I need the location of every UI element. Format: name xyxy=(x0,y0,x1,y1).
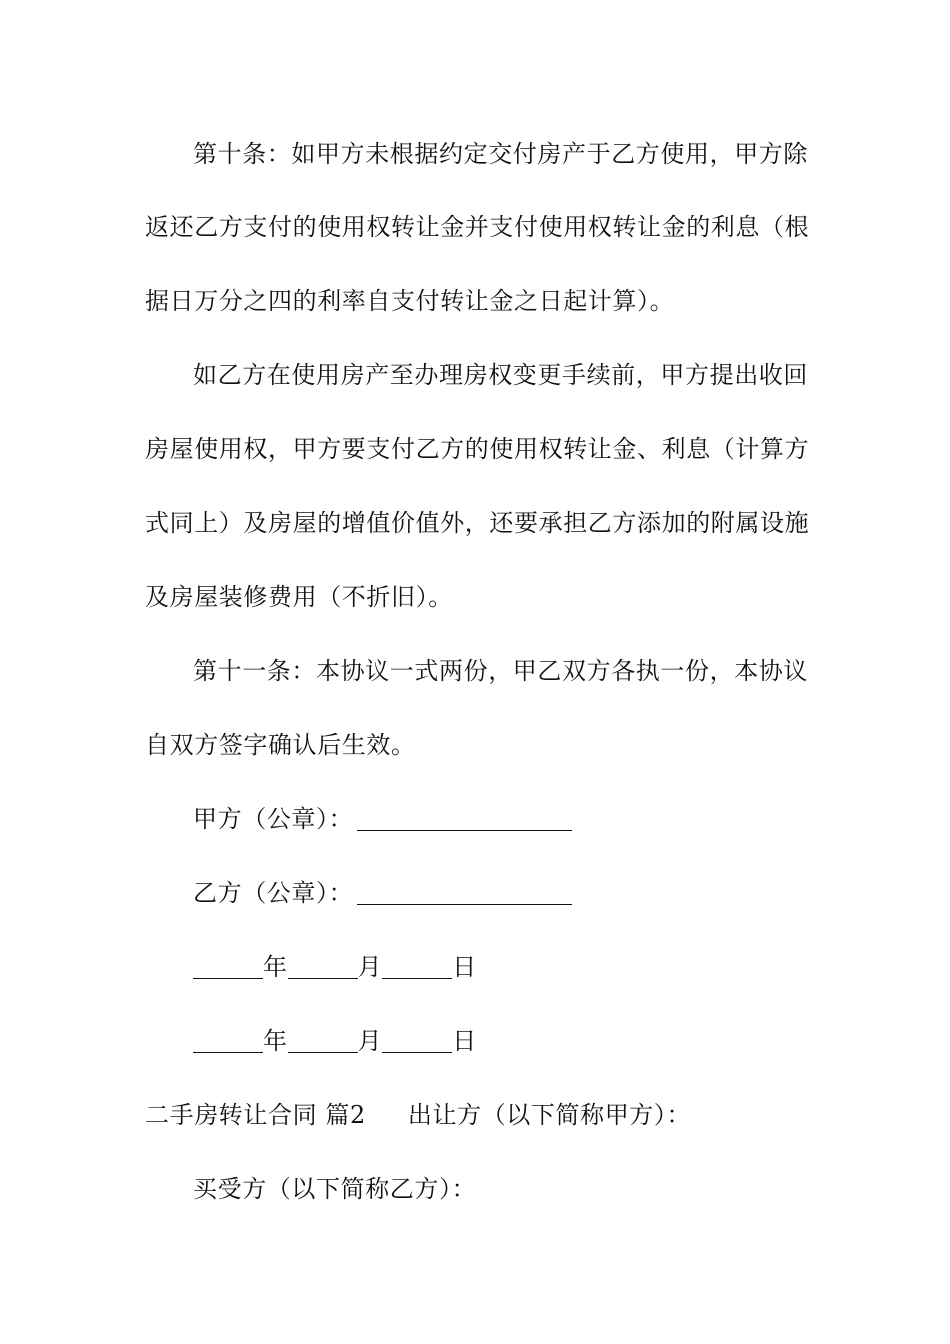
year-blank-1[interactable] xyxy=(193,952,263,979)
section2-heading-row xyxy=(145,1099,810,1131)
day-blank-1[interactable] xyxy=(382,952,452,979)
month-blank-1[interactable] xyxy=(288,952,358,979)
seller-label: 出让方（以下简称甲方）： xyxy=(407,1101,692,1129)
day-blank-2[interactable] xyxy=(382,1026,452,1053)
paragraph2-line1: 如乙方在使用房产至办理房权变更手续前，甲方提出收回 xyxy=(193,361,808,389)
year-label-1: 年 xyxy=(263,953,288,981)
buyer-label: 买受方（以下简称乙方）： xyxy=(193,1175,477,1203)
article10-line3: 据日万分之四的利率自支付转让金之日起计算）。 xyxy=(145,287,675,315)
day-label-2: 日 xyxy=(452,1027,477,1055)
paragraph2-line2: 房屋使用权，甲方要支付乙方的使用权转让金、利息（计算方 xyxy=(145,435,810,463)
month-blank-2[interactable] xyxy=(288,1026,358,1053)
paragraph2-line4: 及房屋装修费用（不折旧）。 xyxy=(145,583,453,611)
party-b-signature-row xyxy=(193,877,810,909)
month-label-1: 月 xyxy=(357,953,383,981)
section2-title: 二手房转让合同 篇2 xyxy=(145,1101,366,1129)
month-label-2: 月 xyxy=(357,1027,383,1055)
date-row-1 xyxy=(193,951,810,983)
party-b-label: 乙方（公章）： xyxy=(193,879,354,907)
article11-line2: 自双方签字确认后生效。 xyxy=(145,731,416,759)
party-a-label: 甲方（公章）： xyxy=(193,805,354,833)
date-row-2 xyxy=(193,1025,810,1057)
article11-line1: 第十一条：本协议一式两份，甲乙双方各执一份，本协议 xyxy=(193,657,808,685)
year-blank-2[interactable] xyxy=(193,1026,263,1053)
day-label-1: 日 xyxy=(452,953,477,981)
paragraph2-line3: 式同上）及房屋的增值价值外，还要承担乙方添加的附属设施 xyxy=(145,509,810,537)
party-a-signature-blank[interactable] xyxy=(357,804,572,831)
party-a-signature-row xyxy=(193,803,810,835)
year-label-2: 年 xyxy=(263,1027,288,1055)
article10-line1: 第十条：如甲方未根据约定交付房产于乙方使用，甲方除 xyxy=(193,140,808,168)
article10-line2: 返还乙方支付的使用权转让金并支付使用权转让金的利息（根 xyxy=(145,213,810,241)
party-b-signature-blank[interactable] xyxy=(357,878,572,905)
